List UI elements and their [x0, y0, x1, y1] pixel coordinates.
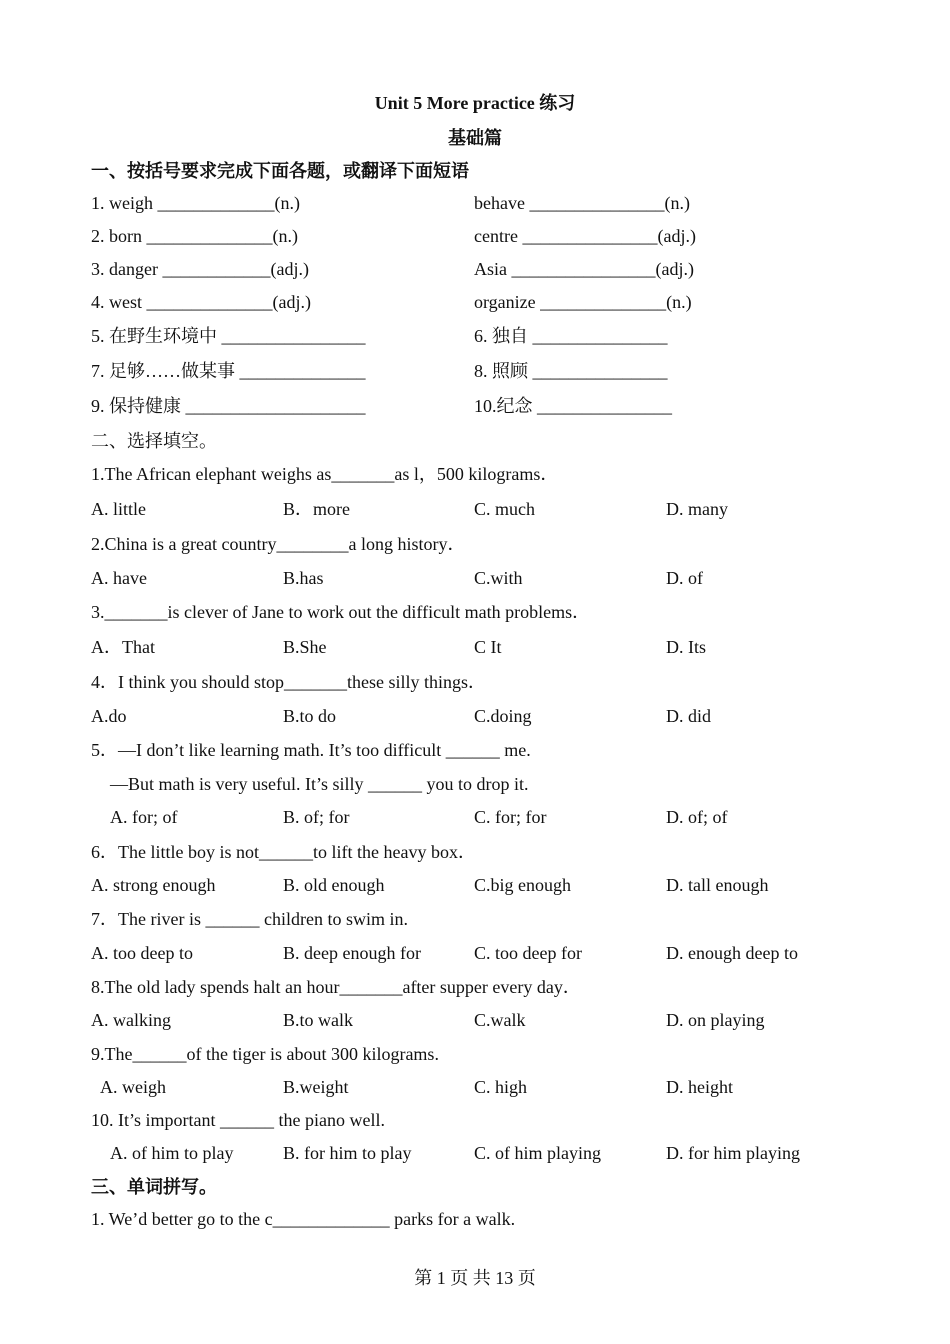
vocab-row — [91, 325, 871, 347]
option-d: D. many — [666, 499, 728, 519]
options-row — [91, 498, 871, 520]
question-5: 5．—I don’t like learning math. It’s too difficult ______ me. — [91, 740, 531, 760]
question-3: 3._______is clever of Jane to work out the difficult math problems． — [91, 602, 591, 622]
vocab-row — [91, 192, 871, 214]
question-1: 1.The African elephant weighs as_______as l，500 kilograms． — [91, 464, 559, 484]
option-d: D. on playing — [666, 1010, 765, 1030]
option-b: B.weight — [283, 1077, 349, 1097]
vocab-item: behave _______________(n.) — [474, 193, 690, 213]
doc-subtitle: 基础篇 — [448, 128, 502, 148]
spelling-question-1: 1. We’d better go to the c_____________ parks for a walk. — [91, 1209, 516, 1229]
vocab-item: 6. 独自 _______________ — [474, 326, 668, 346]
section1-heading: 一、按括号要求完成下面各题，或翻译下面短语 — [91, 161, 469, 181]
option-b: B.She — [283, 637, 327, 657]
option-b: B. for him to play — [283, 1143, 412, 1163]
options-row — [91, 1142, 871, 1164]
question-7: 7．The river is ______ children to swim in. — [91, 909, 408, 929]
option-c: C. for; for — [474, 807, 547, 827]
page-footer: 第 1 页 共 13 页 — [414, 1268, 536, 1288]
vocab-row — [91, 291, 871, 313]
options-row — [91, 874, 871, 896]
vocab-item: 10.纪念 _______________ — [474, 396, 672, 416]
options-row — [91, 806, 871, 828]
options-row — [91, 1009, 871, 1031]
option-a: A．That — [91, 637, 155, 657]
option-c: C. of him playing — [474, 1143, 601, 1163]
option-d: D. for him playing — [666, 1143, 800, 1163]
vocab-row — [91, 360, 871, 382]
option-b: B. deep enough for — [283, 943, 421, 963]
option-d: D. Its — [666, 637, 706, 657]
options-row — [91, 636, 871, 658]
option-b: B.to walk — [283, 1010, 353, 1030]
vocab-item: organize ______________(n.) — [474, 292, 692, 312]
option-a: A. have — [91, 568, 147, 588]
vocab-row — [91, 258, 871, 280]
question-5-reply: —But math is very useful. It’s silly ______ you to drop it. — [110, 774, 529, 794]
section3-heading: 三、单词拼写。 — [91, 1177, 217, 1197]
option-a: A. little — [91, 499, 146, 519]
options-row — [91, 567, 871, 589]
option-d: D. enough deep to — [666, 943, 798, 963]
options-row — [91, 942, 871, 964]
option-b: B.has — [283, 568, 324, 588]
option-a: A. too deep to — [91, 943, 193, 963]
question-2: 2.China is a great country________a long history． — [91, 534, 466, 554]
option-c: C.with — [474, 568, 523, 588]
vocab-row — [91, 395, 871, 417]
option-a: A. walking — [91, 1010, 171, 1030]
question-8: 8.The old lady spends halt an hour_______after supper every day． — [91, 977, 581, 997]
option-b: B.to do — [283, 706, 337, 726]
question-10: 10. It’s important ______ the piano well. — [91, 1110, 385, 1130]
options-row — [91, 1076, 871, 1098]
vocab-item: 3. danger ____________(adj.) — [91, 259, 309, 279]
option-c: C. too deep for — [474, 943, 582, 963]
option-c: C.walk — [474, 1010, 526, 1030]
section2-heading: 二、选择填空。 — [91, 431, 217, 451]
option-d: D. did — [666, 706, 711, 726]
option-a: A. of him to play — [110, 1143, 234, 1163]
option-b: B．more — [283, 499, 350, 519]
option-b: B. old enough — [283, 875, 385, 895]
vocab-item: 9. 保持健康 ____________________ — [91, 396, 366, 416]
vocab-item: 4. west ______________(adj.) — [91, 292, 311, 312]
option-a: A. strong enough — [91, 875, 216, 895]
vocab-item: 2. born ______________(n.) — [91, 226, 298, 246]
option-c: C. much — [474, 499, 535, 519]
options-row — [91, 705, 871, 727]
doc-title: Unit 5 More practice 练习 — [374, 93, 576, 113]
vocab-row — [91, 225, 871, 247]
question-9: 9.The______of the tiger is about 300 kilograms. — [91, 1044, 439, 1064]
vocab-item: 7. 足够……做某事 ______________ — [91, 361, 366, 381]
vocab-item: 5. 在野生环境中 ________________ — [91, 326, 366, 346]
option-d: D. of — [666, 568, 703, 588]
question-4: 4．I think you should stop_______these silly things． — [91, 672, 487, 692]
vocab-item: centre _______________(adj.) — [474, 226, 696, 246]
option-a: A. weigh — [100, 1077, 166, 1097]
option-c: C. high — [474, 1077, 528, 1097]
option-a: A. for; of — [110, 807, 178, 827]
option-c: C.big enough — [474, 875, 571, 895]
option-a: A.do — [91, 706, 127, 726]
vocab-item: 1. weigh _____________(n.) — [91, 193, 300, 213]
option-b: B. of; for — [283, 807, 350, 827]
option-d: D. of; of — [666, 807, 728, 827]
vocab-item: 8. 照顾 _______________ — [474, 361, 668, 381]
option-c: C It — [474, 637, 502, 657]
question-6: 6．The little boy is not______to lift the heavy box． — [91, 842, 476, 862]
vocab-item: Asia ________________(adj.) — [474, 259, 694, 279]
option-d: D. height — [666, 1077, 733, 1097]
option-d: D. tall enough — [666, 875, 769, 895]
option-c: C.doing — [474, 706, 532, 726]
